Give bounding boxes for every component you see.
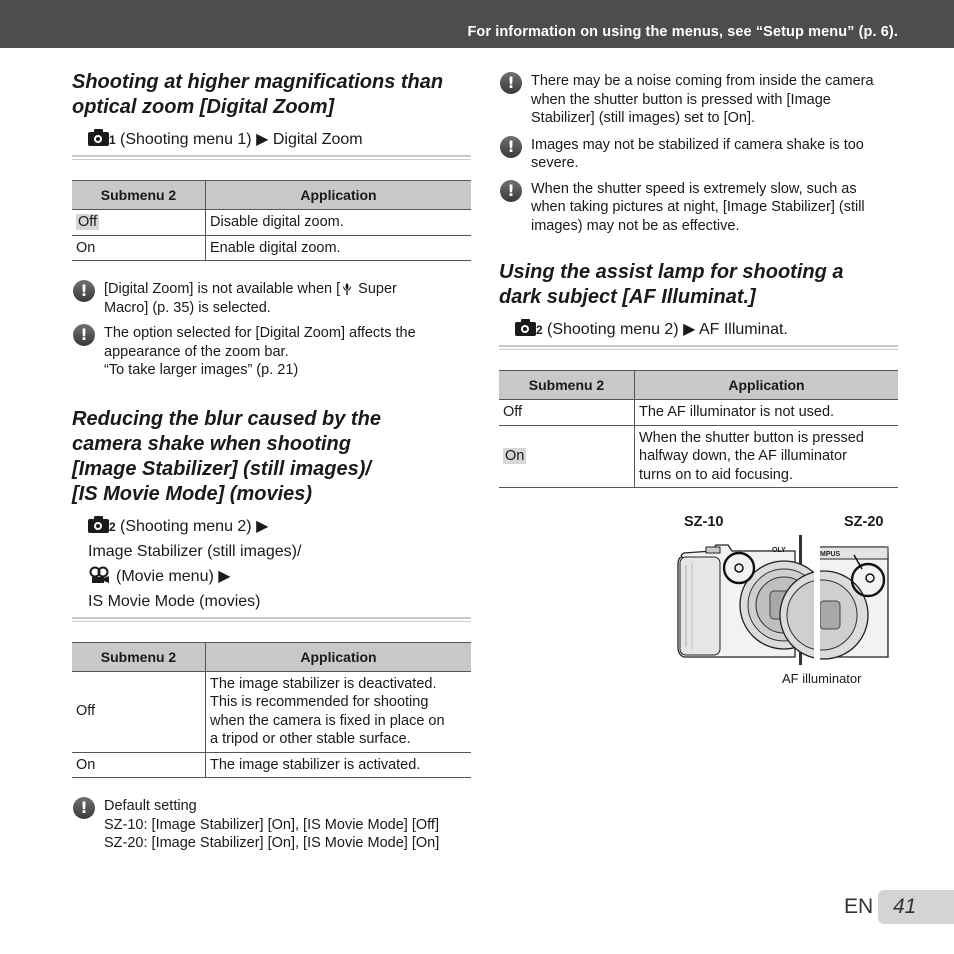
cell-line: The image stabilizer is deactivated. bbox=[210, 675, 437, 692]
note-text: Macro] (p. 35) is selected. bbox=[104, 299, 271, 316]
note-text: SZ-20: [Image Stabilizer] [On], [IS Movie Mode] [On] bbox=[104, 835, 440, 851]
right-column bbox=[499, 72, 898, 488]
table-cell: Disable digital zoom. bbox=[206, 210, 472, 236]
table-cell: Off bbox=[78, 214, 98, 230]
note-text: “To take larger images” (p. 21) bbox=[104, 362, 299, 378]
table-cell bbox=[635, 425, 899, 488]
caution-icon: ! bbox=[73, 324, 95, 346]
table-header: Submenu 2 bbox=[72, 642, 206, 671]
table-header: Submenu 2 bbox=[499, 371, 635, 400]
digital-zoom-table bbox=[72, 180, 471, 261]
caution-icon: ! bbox=[500, 136, 522, 158]
header-bar bbox=[0, 0, 954, 48]
note-text: When the shutter speed is extremely slow, such as bbox=[531, 180, 857, 197]
cell-line: This is recommended for shooting bbox=[210, 694, 429, 710]
table-cell: The image stabilizer is activated. bbox=[206, 752, 472, 778]
page-number: 41 bbox=[893, 895, 917, 918]
super-macro-icon bbox=[340, 281, 354, 295]
left-column bbox=[72, 70, 471, 853]
table-row bbox=[499, 425, 898, 488]
cell-line: turns on to aid focusing. bbox=[639, 466, 793, 483]
cell-line: a tripod or other stable surface. bbox=[210, 731, 411, 747]
note-text: when taking pictures at night, [Image Stabilizer] (still bbox=[531, 199, 865, 215]
camera-icon bbox=[515, 319, 543, 337]
title-line: [Image Stabilizer] (still images)/ bbox=[72, 457, 371, 480]
note-item bbox=[72, 797, 471, 853]
table-cell: The AF illuminator is not used. bbox=[635, 400, 899, 426]
menu-path-text: (Shooting menu 2) ▶ AF Illuminat. bbox=[547, 321, 788, 338]
title-line: Reducing the blur caused by the bbox=[72, 407, 381, 430]
table-row bbox=[72, 671, 471, 752]
menu-number: 2 bbox=[536, 323, 543, 337]
title-line: Using the assist lamp for shooting a bbox=[499, 261, 844, 283]
note-text: Stabilizer] (still images) set to [On]. bbox=[531, 110, 756, 126]
note-text: Default setting bbox=[104, 798, 197, 814]
note-item bbox=[72, 324, 471, 380]
table-header: Application bbox=[206, 181, 472, 210]
af-illuminator-figure bbox=[672, 505, 902, 695]
language-label: EN bbox=[844, 895, 874, 918]
menu-number: 1 bbox=[109, 133, 116, 147]
camera-icon bbox=[88, 129, 116, 147]
sz20-camera-drawing bbox=[780, 535, 888, 670]
note-item bbox=[499, 180, 898, 236]
menu-path-text: IS Movie Mode (movies) bbox=[88, 592, 261, 610]
cell-line: halfway down, the AF illuminator bbox=[639, 448, 847, 464]
note-text: SZ-10: [Image Stabilizer] [On], [IS Movie Mode] [Off] bbox=[104, 816, 439, 833]
brand-text: OLY bbox=[772, 547, 786, 554]
table-cell: Off bbox=[72, 671, 206, 752]
menu-path-text: (Movie menu) ▶ bbox=[116, 567, 231, 585]
camera-illustration bbox=[672, 535, 902, 670]
menu-path-af-illuminator bbox=[499, 317, 898, 344]
camera-icon bbox=[88, 516, 116, 534]
table-row bbox=[499, 400, 898, 426]
table-row bbox=[72, 752, 471, 778]
note-item bbox=[499, 136, 898, 173]
model-label-sz20: SZ-20 bbox=[844, 514, 884, 530]
header-text: For information on using the menus, see “Setup menu” (p. 6). bbox=[467, 24, 898, 40]
table-cell: On bbox=[72, 752, 206, 778]
caution-icon: ! bbox=[500, 180, 522, 202]
image-stabilizer-table bbox=[72, 642, 471, 779]
table-header: Application bbox=[635, 371, 899, 400]
page-number-tab bbox=[878, 890, 954, 924]
table-cell: On bbox=[505, 448, 525, 464]
note-text: severe. bbox=[531, 155, 579, 171]
table-cell: Enable digital zoom. bbox=[206, 235, 472, 261]
menu-path-text: (Shooting menu 1) ▶ Digital Zoom bbox=[120, 131, 363, 148]
figure-caption: AF illuminator bbox=[782, 671, 862, 686]
divider bbox=[72, 617, 471, 622]
note-text: There may be a noise coming from inside the camera bbox=[531, 73, 874, 89]
note-text: appearance of the zoom bar. bbox=[104, 343, 289, 360]
title-line: camera shake when shooting bbox=[72, 432, 351, 455]
brand-text: MPUS bbox=[820, 551, 841, 558]
menu-number: 2 bbox=[109, 519, 116, 534]
movie-icon bbox=[88, 566, 110, 584]
divider bbox=[72, 155, 471, 160]
table-row bbox=[72, 210, 471, 236]
title-line: dark subject [AF Illuminat.] bbox=[499, 286, 756, 308]
divider bbox=[499, 345, 898, 350]
title-line: optical zoom [Digital Zoom] bbox=[72, 96, 335, 118]
table-cell bbox=[206, 671, 472, 752]
menu-path-image-stabilizer bbox=[72, 514, 471, 616]
caution-icon: ! bbox=[500, 72, 522, 94]
table-cell: Off bbox=[499, 400, 635, 426]
menu-path-text: (Shooting menu 2) ▶ bbox=[120, 517, 269, 535]
af-illuminator-table bbox=[499, 370, 898, 488]
title-line: [IS Movie Mode] (movies) bbox=[72, 482, 313, 505]
note-item bbox=[499, 72, 898, 128]
caution-icon: ! bbox=[73, 797, 95, 819]
note-text: [Digital Zoom] is not available when [ bbox=[104, 281, 341, 297]
note-text: Images may not be stabilized if camera shake is too bbox=[531, 136, 864, 153]
table-row bbox=[72, 235, 471, 261]
caution-icon: ! bbox=[73, 280, 95, 302]
cell-line: When the shutter button is pressed bbox=[639, 429, 864, 446]
note-text: when the shutter button is pressed with [Image bbox=[531, 91, 831, 108]
note-item bbox=[72, 280, 471, 317]
section-title-image-stabilizer bbox=[72, 407, 471, 507]
menu-path-digital-zoom bbox=[72, 127, 471, 154]
table-header: Application bbox=[206, 642, 472, 671]
note-text: The option selected for [Digital Zoom] affects the bbox=[104, 325, 416, 341]
cell-line: when the camera is fixed in place on bbox=[210, 712, 445, 729]
section-title-af-illuminator bbox=[499, 260, 898, 310]
model-label-sz10: SZ-10 bbox=[684, 514, 724, 530]
note-text: Super bbox=[354, 281, 397, 297]
menu-path-text: Image Stabilizer (still images)/ bbox=[88, 542, 302, 560]
table-header: Submenu 2 bbox=[72, 181, 206, 210]
title-line: Shooting at higher magnifications than bbox=[72, 71, 444, 93]
note-text: images) may not be as effective. bbox=[531, 217, 740, 234]
section-title-digital-zoom bbox=[72, 70, 471, 120]
table-cell: On bbox=[72, 235, 206, 261]
